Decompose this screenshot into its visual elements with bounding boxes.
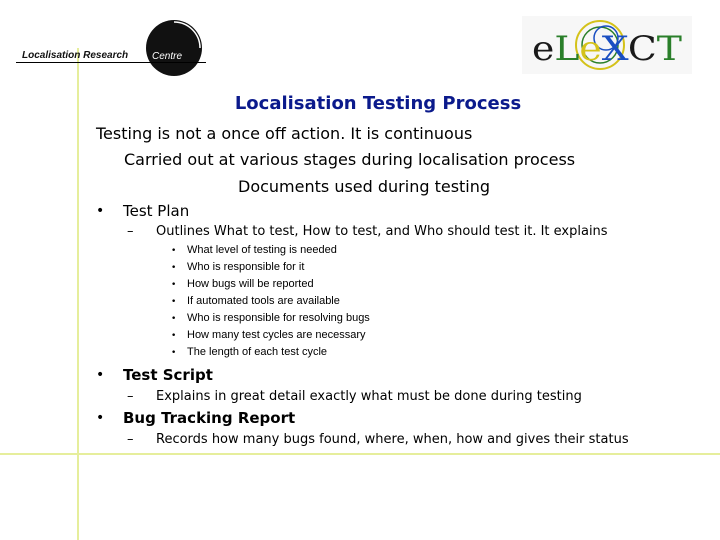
intro-line: Documents used during testing (238, 177, 491, 196)
vertical-accent-line (77, 48, 79, 540)
bullet-icon: • (96, 410, 105, 426)
bullet-icon: • (171, 263, 177, 273)
bullet-icon: • (171, 348, 177, 358)
list-item: What level of testing is needed (187, 244, 337, 256)
lrc-logo-text: Localisation Research (22, 50, 129, 61)
list-item: The length of each test cycle (187, 346, 328, 358)
dash-icon: – (127, 224, 134, 239)
section-description: Records how many bugs found, where, when, how and gives their status (156, 432, 629, 447)
elect-logo-letter: C (627, 29, 654, 69)
horizontal-accent-line (0, 453, 720, 455)
elect-logo-letter: L (554, 29, 577, 69)
lrc-logo-rule (16, 62, 206, 63)
dash-icon: – (127, 432, 134, 447)
elect-logo-graphic (522, 16, 692, 74)
elect-logo-letter: e (532, 29, 553, 69)
list-item: Who is responsible for it (187, 261, 305, 273)
list-item: Who is responsible for resolving bugs (187, 312, 370, 324)
section-heading-test-plan: Test Plan (123, 202, 190, 220)
bullet-icon: • (171, 297, 177, 307)
elect-logo-letter: e (579, 29, 600, 69)
elect-logo-text (532, 29, 682, 69)
lrc-logo-badge-text: Centre (152, 51, 183, 62)
dash-icon: – (127, 389, 134, 404)
intro-line: Carried out at various stages during localisation process (124, 150, 576, 169)
section-heading-bug-tracking-report: Bug Tracking Report (123, 409, 296, 427)
lrc-logo (14, 14, 214, 80)
bullet-icon: • (171, 331, 177, 341)
lrc-logo-emblem (14, 14, 214, 80)
list-item: If automated tools are available (187, 295, 340, 307)
section-heading-test-script: Test Script (123, 366, 213, 384)
bullet-icon: • (171, 314, 177, 324)
intro-line: Testing is not a once off action. It is continuous (96, 124, 473, 143)
list-item: How bugs will be reported (187, 278, 314, 290)
list-item: How many test cycles are necessary (187, 329, 366, 341)
section-description: Explains in great detail exactly what must be done during testing (156, 389, 582, 404)
bullet-icon: • (96, 367, 105, 383)
elect-logo-letter: T (656, 29, 680, 69)
section-description: Outlines What to test, How to test, and Who should test it. It explains (156, 224, 608, 239)
elect-logo (522, 16, 692, 74)
bullet-icon: • (171, 246, 177, 256)
bullet-icon: • (171, 280, 177, 290)
slide-title: Localisation Testing Process (234, 93, 522, 114)
elect-logo-letter: X (601, 29, 626, 69)
bullet-icon: • (96, 203, 105, 219)
